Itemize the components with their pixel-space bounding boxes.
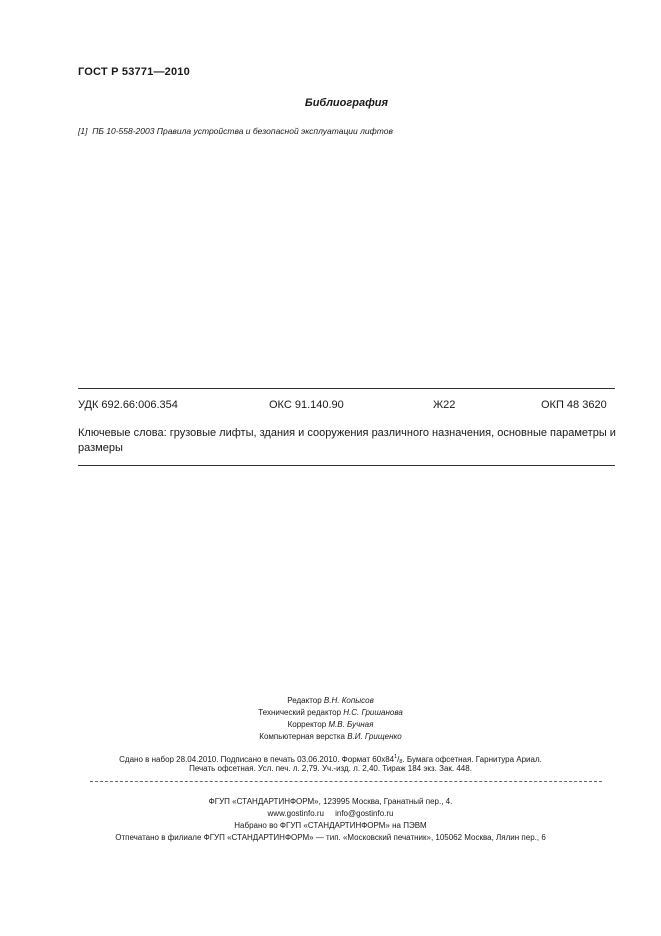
bibliography-ref: [1] xyxy=(78,126,88,136)
format-numerator: 1 xyxy=(394,754,398,760)
print-info-line1: Сдано в набор 28.04.2010. Подписано в печать 03.06.2010. Формат $60x84^1/_8$. Бумага офсетная. Гарнитура Ариал. xyxy=(119,754,542,765)
bibliography-item xyxy=(78,126,393,136)
publisher-printed: Отпечатано в филиале ФГУП «СТАНДАРТИНФОРМ» — тип. «Московский печатник», 105062 Москва, Лялин пер., 6 xyxy=(115,833,546,842)
credit-name: М.В. Бучная xyxy=(328,720,374,729)
classification-bottom-rule xyxy=(78,465,615,466)
publisher-contacts xyxy=(0,808,661,821)
print-info-text: . Бумага офсетная. Гарнитура Ариал. xyxy=(402,755,542,764)
credit-role: Редактор xyxy=(287,696,322,705)
group-code: Ж22 xyxy=(433,399,456,411)
standard-number: ГОСТ Р 53771—2010 xyxy=(78,66,190,78)
publisher-email: info@gostinfo.ru xyxy=(335,809,394,818)
credit-role: Компьютерная верстка xyxy=(259,732,345,741)
keywords: Ключевые слова: грузовые лифты, здания и сооружения различного назначения, основные параметры и размеры xyxy=(78,427,616,454)
print-info-line2: Печать офсетная. Усл. печ. л. 2,79. Уч.-изд. л. 2,40. Тираж 184 экз. Зак. 448. xyxy=(189,764,472,773)
dashed-divider xyxy=(90,781,602,782)
publisher-website: www.gostinfo.ru xyxy=(267,809,324,818)
credit-corrector xyxy=(0,719,661,731)
credit-role: Корректор xyxy=(287,720,327,729)
print-info-text: Сдано в набор 28.04.2010. Подписано в печать 03.06.2010. Формат 60x84 xyxy=(119,755,395,764)
credit-tech-editor xyxy=(0,707,661,719)
oks-code: ОКС 91.140.90 xyxy=(269,399,344,411)
credit-layout xyxy=(0,731,661,743)
credit-name: В.И. Грищенко xyxy=(347,732,402,741)
classification-top-rule xyxy=(78,388,615,389)
bibliography-text: ПБ 10-558-2003 Правила устройства и безопасной эксплуатации лифтов xyxy=(92,126,393,136)
publisher-typeset: Набрано во ФГУП «СТАНДАРТИНФОРМ» на ПЭВМ xyxy=(234,821,427,830)
credit-name: Н.С. Гришанова xyxy=(343,708,403,717)
credit-editor xyxy=(0,695,661,707)
publisher-address: ФГУП «СТАНДАРТИНФОРМ», 123995 Москва, Гранатный пер., 4. xyxy=(208,797,453,806)
okp-code: ОКП 48 3620 xyxy=(541,399,607,411)
udk-code: УДК 692.66:006.354 xyxy=(78,399,178,411)
format-denominator: 8 xyxy=(399,759,403,765)
bibliography-title: Библиография xyxy=(304,97,388,109)
credit-role: Технический редактор xyxy=(258,708,342,717)
credit-name: В.Н. Копысов xyxy=(323,696,374,705)
